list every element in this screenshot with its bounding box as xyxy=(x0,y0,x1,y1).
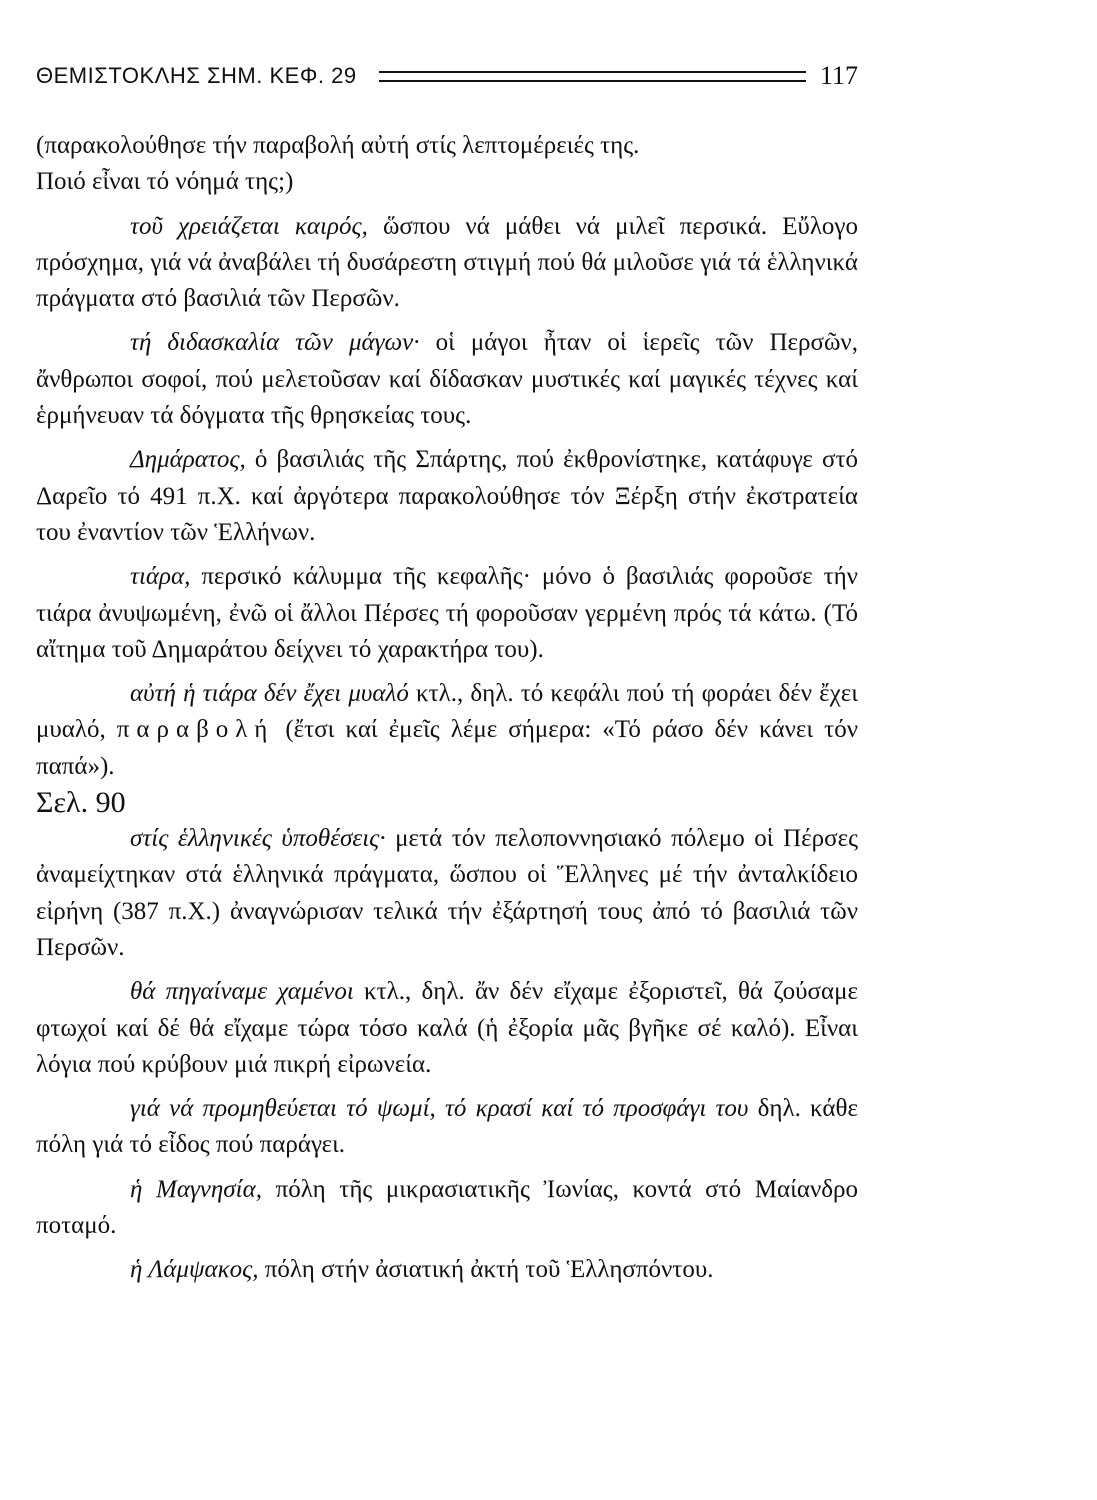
note-entry xyxy=(36,559,858,668)
note-lemma: αὐτή ἡ τιάρα δέν ἔχει μυαλό xyxy=(130,680,409,708)
note-text: δηλ. κάθε πόλη γιά τό εἶδος πού παράγει. xyxy=(36,1095,858,1159)
note-lemma: ἡ Μαγνησία, xyxy=(130,1175,262,1203)
note-entry xyxy=(36,821,858,966)
note-entry xyxy=(36,1091,858,1164)
note-text: πόλη στήν ἀσιατική ἀκτή τοῦ Ἑλλησπόντου. xyxy=(258,1256,714,1284)
running-title: ΘΕΜΙΣΤΟΚΛΗΣ ΣΗΜ. ΚΕΦ. 29 xyxy=(36,63,357,88)
note-text: πόλη τῆς μικρασιατικῆς Ἰωνίας, κοντά στό Μαίανδρο ποταμό. xyxy=(36,1175,859,1240)
page-number: 117 xyxy=(819,61,858,90)
note-entry xyxy=(36,1172,858,1245)
note-entry xyxy=(36,1252,858,1288)
note-lemma: τοῦ χρειάζεται καιρός, xyxy=(130,212,368,240)
note-lemma: τή διδασκαλία τῶν μάγων· xyxy=(130,329,420,357)
note-entry xyxy=(36,209,858,318)
note-text: (ἔτσι καί ἐμεῖς λέμε σήμερα: «Τό ράσο δέν κάνει τόν παπά»). xyxy=(36,716,858,780)
note-lemma: ἡ Λάμψακος, xyxy=(130,1256,259,1284)
paragraph-intro xyxy=(36,128,858,201)
note-entry xyxy=(36,442,858,551)
note-text: κτλ., δηλ. τό κεφάλι πού τή φοράει δέν ἔχει μυαλό, xyxy=(36,680,858,744)
note-text: οἱ μάγοι ἦταν οἱ ἱερεῖς τῶν Περσῶν, ἄνθρωποι σοφοί, πού μελετοῦσαν καί δίδασκαν μυστικές καί μαγικές τέχνες καί ἑρμήνευαν τά δόγματα τῆς θρησκείας τους. xyxy=(36,329,858,430)
note-lemma: στίς ἑλληνικές ὑποθέσεις· xyxy=(130,825,386,853)
intro-line-2: Ποιό εἶναι τό νόημά της;) xyxy=(36,168,294,196)
note-text: ὁ βασιλιάς τῆς Σπάρτης, πού ἐκθρονίστηκε, κατάφυγε στό Δαρεῖο τό 491 π.Χ. καί ἀργότερα παρακολούθησε τόν Ξέρξη στήν ἐκστρατεία του ἐναντίον τῶν Ἑλλήνων. xyxy=(36,446,858,546)
note-lemma: θά πηγαίναμε χαμένοι xyxy=(130,978,354,1006)
section-heading: Σελ. 90 xyxy=(36,786,126,820)
note-lemma: γιά νά προμηθεύεται τό ψωμί, τό κρασί καί τό προσφάγι του xyxy=(130,1095,749,1123)
note-text: κτλ., δηλ. ἄν δέν εἴχαμε ἐξοριστεῖ, θά ζούσαμε φτωχοί καί δέ θά εἴχαμε τώρα τόσο καλά (ἡ ἐξορία μᾶς βγῆκε σέ καλό). Εἶναι λόγια πού κρύβουν μιά πικρή εἰρωνεία. xyxy=(36,978,859,1078)
note-text: ὥσπου νά μάθει νά μιλεῖ περσικά. Εὔλογο πρόσχημα, γιά νά ἀναβάλει τή δυσάρεστη στιγμή πού θά μιλοῦσε γιά τά ἑλληνικά πράγματα στό βασιλιά τῶν Περσῶν. xyxy=(36,212,858,313)
intro-line-1: (παρακολούθησε τήν παραβολή αὐτή στίς λεπτομέρειές της. xyxy=(36,132,640,159)
running-header xyxy=(36,56,858,96)
note-lemma: τιάρα, xyxy=(130,563,191,591)
note-entry xyxy=(36,325,858,434)
spaced-term: παραβολή xyxy=(116,716,275,744)
note-text: μετά τόν πελοποννησιακό πόλεμο οἱ Πέρσες ἀναμείχτηκαν στά ἑλληνικά πράγματα, ὥσπου οἱ Ἕλληνες μέ τήν ἀνταλκίδειο εἰρήνη (387 π.Χ.) ἀναγνώρισαν τελικά τήν ἐξάρτησή τους ἀπό τό βασιλιά τῶν Περσῶν. xyxy=(36,825,858,961)
note-text: περσικό κάλυμμα τῆς κεφαλῆς· μόνο ὁ βασιλιάς φοροῦσε τήν τιάρα ἀνυψωμένη, ἐνῶ οἱ ἄλλοι Πέρσες τή φοροῦσαν γερμένη πρός τά κάτω. (Τό αἴτημα τοῦ Δημαράτου δείχνει τό χαρακτήρα του). xyxy=(36,563,858,663)
header-double-rule xyxy=(379,71,806,82)
commentary-text xyxy=(36,128,858,1289)
note-entry xyxy=(36,974,858,1083)
note-entry xyxy=(36,676,858,785)
note-lemma: Δημάρατος, xyxy=(130,446,246,474)
